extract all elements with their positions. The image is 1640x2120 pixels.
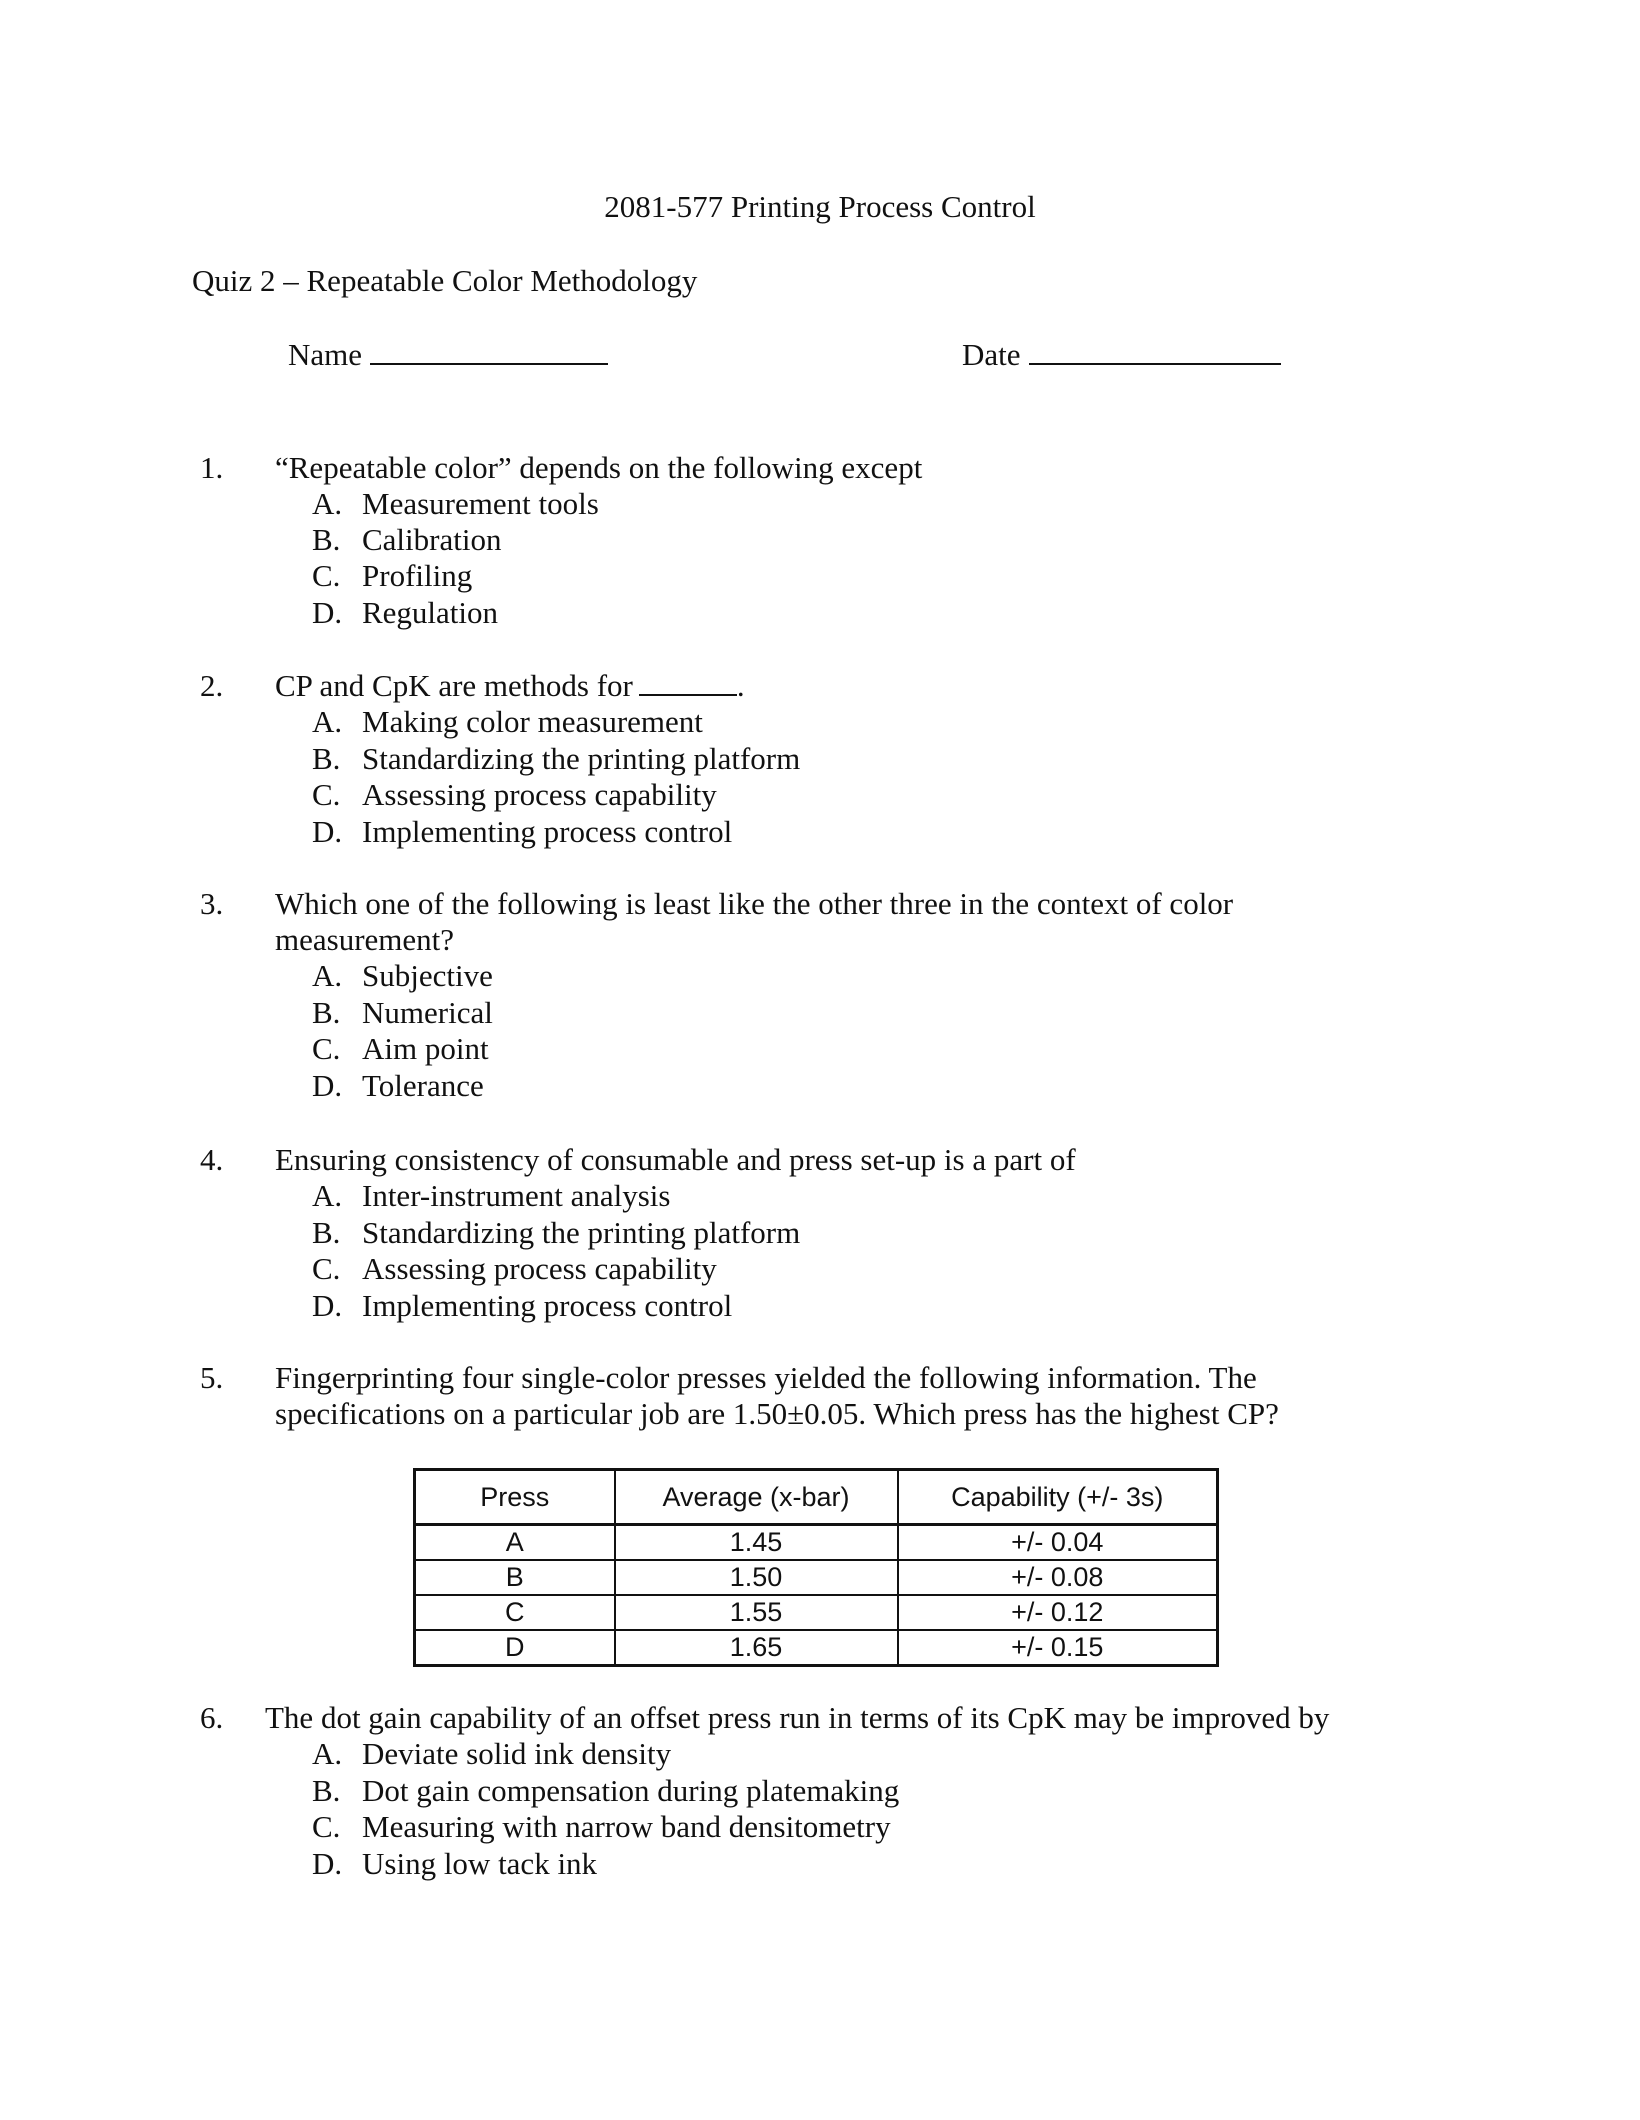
option-d[interactable]: [312, 814, 732, 850]
option-d[interactable]: [312, 1846, 597, 1882]
capability-cell: +/- 0.15: [898, 1630, 1218, 1666]
question-text-line-2: specifications on a particular job are 1.50±0.05. Which press has the highest CP?: [275, 1396, 1279, 1431]
option-text: Tolerance: [362, 1068, 484, 1103]
column-header-average: Average (x-bar): [615, 1470, 898, 1525]
question-text-line-2: measurement?: [275, 922, 455, 957]
option-b[interactable]: [312, 1773, 899, 1809]
option-letter: D.: [312, 595, 343, 630]
option-letter: C.: [312, 1031, 341, 1066]
option-letter: A.: [312, 958, 343, 993]
option-letter: D.: [312, 1068, 343, 1103]
table-row: [415, 1595, 1218, 1630]
option-letter: A.: [312, 704, 343, 739]
option-letter: C.: [312, 777, 341, 812]
column-header-press: Press: [415, 1470, 615, 1525]
option-letter: D.: [312, 1846, 343, 1881]
option-text: Calibration: [362, 522, 502, 557]
option-text: Using low tack ink: [362, 1846, 598, 1881]
option-c[interactable]: [312, 558, 472, 594]
option-letter: C.: [312, 1809, 341, 1844]
option-text: Making color measurement: [362, 704, 703, 739]
option-letter: C.: [312, 1251, 341, 1286]
option-letter: B.: [312, 522, 341, 557]
date-label: Date: [962, 337, 1021, 372]
option-letter: A.: [312, 486, 343, 521]
option-text: Assessing process capability: [362, 1251, 717, 1286]
option-letter: C.: [312, 558, 341, 593]
option-d[interactable]: [312, 595, 498, 631]
option-letter: A.: [312, 1736, 343, 1771]
question-text: Ensuring consistency of consumable and press set-up is a part of: [275, 1142, 1076, 1177]
option-c[interactable]: [312, 777, 717, 813]
question-text: The dot gain capability of an offset press run in terms of its CpK may be improved by: [265, 1700, 1330, 1735]
option-text: Standardizing the printing platform: [362, 1215, 801, 1250]
option-text: Numerical: [362, 995, 493, 1030]
name-blank-line[interactable]: [370, 337, 608, 365]
question-number: 5.: [200, 1360, 224, 1395]
option-c[interactable]: [312, 1031, 489, 1067]
question-text-suffix: .: [736, 668, 745, 703]
quiz-title: Quiz 2 – Repeatable Color Methodology: [192, 263, 698, 298]
option-c[interactable]: [312, 1251, 717, 1287]
question-number: 1.: [200, 450, 224, 485]
press-cell: B: [415, 1560, 615, 1595]
option-text: Subjective: [362, 958, 493, 993]
press-cell: C: [415, 1595, 615, 1630]
column-header-capability: Capability (+/- 3s): [898, 1470, 1218, 1525]
question-text-line-1: Which one of the following is least like the other three in the context of color: [275, 886, 1234, 921]
date-blank-line[interactable]: [1029, 337, 1281, 365]
option-text: Inter-instrument analysis: [362, 1178, 671, 1213]
press-cell: D: [415, 1630, 615, 1666]
course-title: 2081-577 Printing Process Control: [604, 189, 1036, 224]
option-letter: D.: [312, 1288, 343, 1323]
option-text: Aim point: [362, 1031, 489, 1066]
option-d[interactable]: [312, 1288, 732, 1324]
name-field[interactable]: [288, 337, 608, 373]
option-b[interactable]: [312, 741, 800, 777]
question-number: 3.: [200, 886, 224, 921]
capability-cell: +/- 0.08: [898, 1560, 1218, 1595]
capability-cell: +/- 0.12: [898, 1595, 1218, 1630]
option-text: Implementing process control: [362, 814, 733, 849]
option-a[interactable]: [312, 958, 493, 994]
option-d[interactable]: [312, 1068, 484, 1104]
capability-cell: +/- 0.04: [898, 1525, 1218, 1561]
average-cell: 1.50: [615, 1560, 898, 1595]
average-cell: 1.45: [615, 1525, 898, 1561]
question-text-main: CP and CpK are methods for: [275, 668, 633, 703]
option-text: Measurement tools: [362, 486, 599, 521]
question-number: 4.: [200, 1142, 224, 1177]
option-b[interactable]: [312, 1215, 800, 1251]
question-text: “Repeatable color” depends on the following except: [275, 450, 923, 485]
option-c[interactable]: [312, 1809, 891, 1845]
question-text: [275, 668, 745, 704]
option-letter: B.: [312, 1773, 341, 1808]
option-text: Regulation: [362, 595, 499, 630]
option-text: Standardizing the printing platform: [362, 741, 801, 776]
option-letter: A.: [312, 1178, 343, 1213]
question-number: 6.: [200, 1700, 224, 1735]
option-text: Measuring with narrow band densitometry: [362, 1809, 891, 1844]
option-text: Implementing process control: [362, 1288, 733, 1323]
option-letter: D.: [312, 814, 343, 849]
name-label: Name: [288, 337, 363, 372]
question-text-line-1: Fingerprinting four single-color presses yielded the following information. The: [275, 1360, 1257, 1395]
option-b[interactable]: [312, 522, 501, 558]
option-letter: B.: [312, 995, 341, 1030]
date-field[interactable]: [962, 337, 1281, 373]
table-row: [415, 1525, 1218, 1561]
average-cell: 1.65: [615, 1630, 898, 1666]
option-a[interactable]: [312, 486, 599, 522]
answer-blank-line[interactable]: [639, 668, 737, 696]
option-text: Assessing process capability: [362, 777, 717, 812]
table-header-row: [415, 1470, 1218, 1525]
average-cell: 1.55: [615, 1595, 898, 1630]
question-number: 2.: [200, 668, 224, 703]
option-a[interactable]: [312, 1736, 671, 1772]
table-row: [415, 1560, 1218, 1595]
table-row: [415, 1630, 1218, 1666]
option-a[interactable]: [312, 1178, 670, 1214]
option-text: Profiling: [362, 558, 473, 593]
press-cell: A: [415, 1525, 615, 1561]
option-text: Deviate solid ink density: [362, 1736, 672, 1771]
option-b[interactable]: [312, 995, 493, 1031]
option-letter: B.: [312, 741, 341, 776]
press-data-table: [413, 1468, 1219, 1667]
option-letter: B.: [312, 1215, 341, 1250]
option-a[interactable]: [312, 704, 703, 740]
option-text: Dot gain compensation during platemaking: [362, 1773, 900, 1808]
